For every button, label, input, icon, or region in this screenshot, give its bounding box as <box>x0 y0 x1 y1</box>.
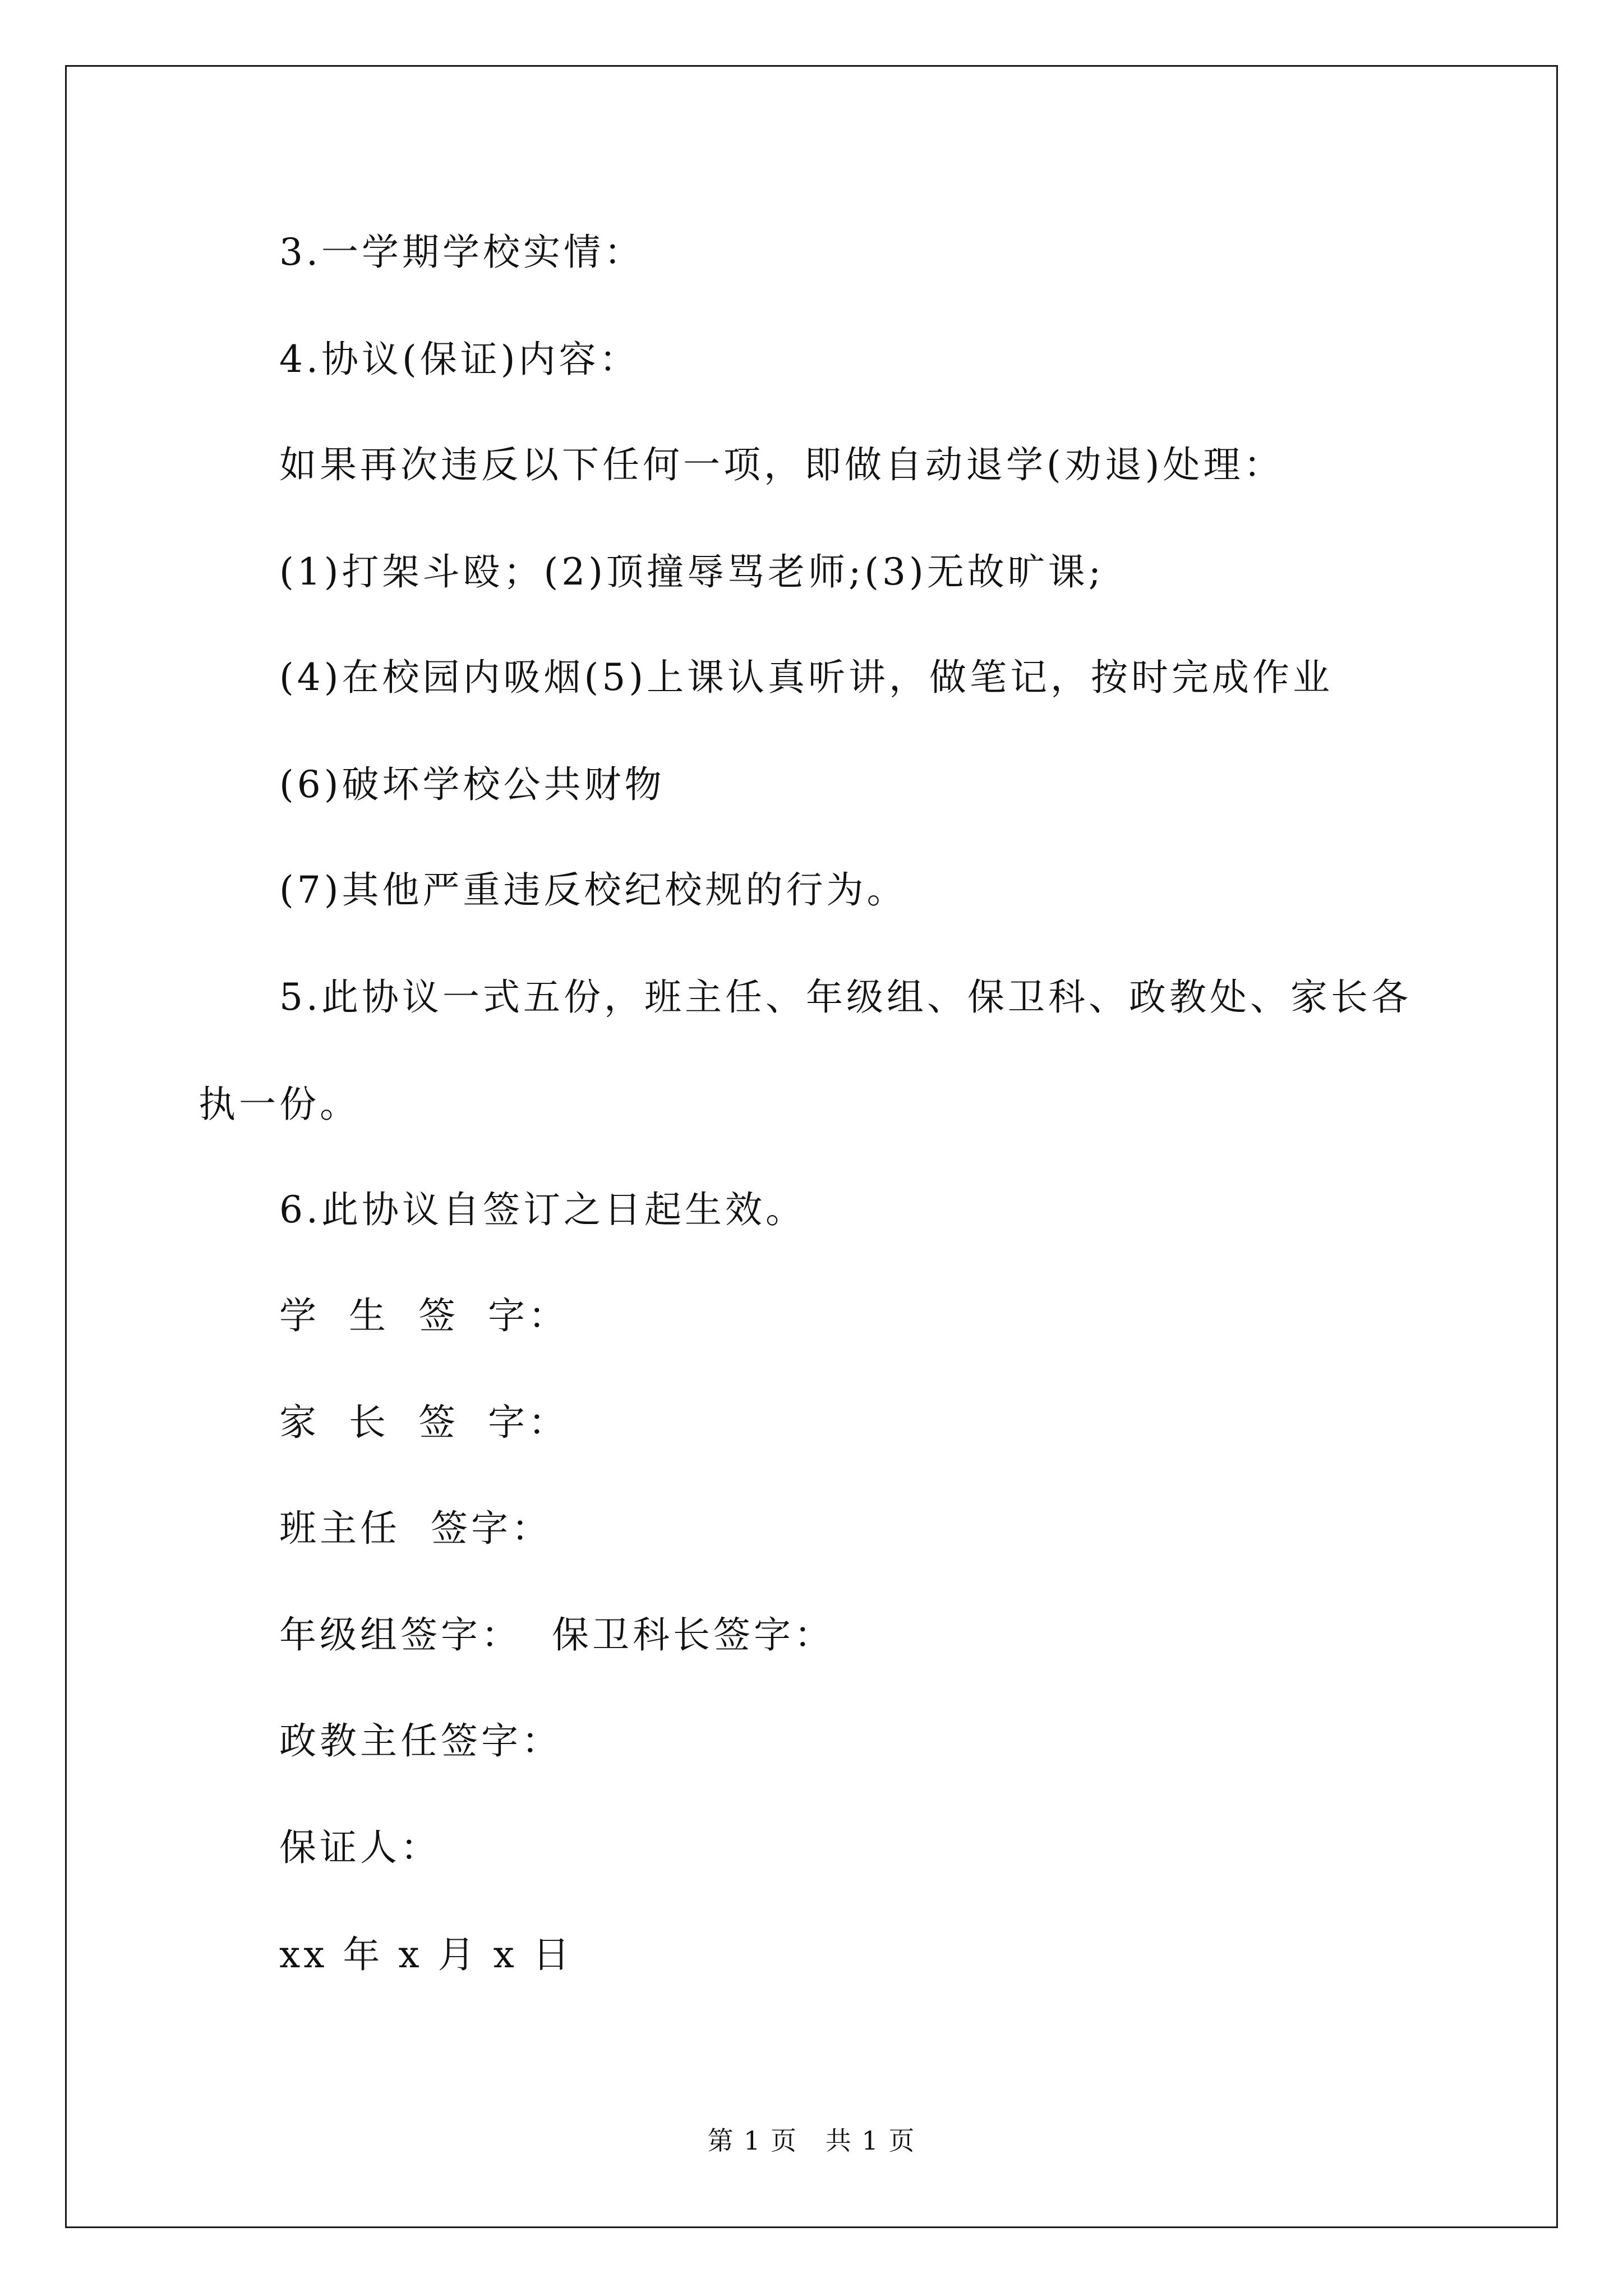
item-6-line: 6.此协议自签订之日起生效。 <box>279 1188 806 1231</box>
date-line: xx 年 x 月 x 日 <box>279 1933 573 1976</box>
page-number-footer: 第 1 页 共 1 页 <box>707 2125 916 2156</box>
parent-signature-line <box>279 1397 569 1448</box>
student-sig-char-2: 生 <box>349 1294 389 1337</box>
item-4-line: 4.协议(保证)内容： <box>279 338 640 381</box>
grade-security-signature-line: 年级组签字： 保卫科长签字： <box>279 1613 834 1657</box>
parent-sig-char-2: 长 <box>349 1401 389 1444</box>
parent-sig-char-1: 家 <box>279 1401 320 1444</box>
violation-4-5-line: (4)在校园内吸烟(5)上课认真听讲，做笔记，按时完成作业 <box>279 656 1333 699</box>
violation-6-line: (6)破坏学校公共财物 <box>279 763 665 806</box>
political-director-signature-line: 政教主任签字： <box>279 1719 562 1763</box>
parent-sig-char-4: 字： <box>488 1401 569 1444</box>
violation-7-line: (7)其他严重违反校纪校规的行为。 <box>279 868 907 912</box>
student-sig-char-4: 字： <box>488 1294 569 1337</box>
student-signature-line <box>279 1291 569 1341</box>
head-teacher-signature-line: 班主任 签字： <box>279 1507 552 1550</box>
student-sig-char-3: 签 <box>418 1294 459 1337</box>
guarantor-line: 保证人： <box>279 1826 441 1869</box>
violation-1-3-line: (1)打架斗殴；(2)顶撞辱骂老师;(3)无故旷课; <box>279 550 1104 593</box>
item-5-continuation-line: 执一份。 <box>199 1083 360 1126</box>
condition-intro-line: 如果再次违反以下任何一项，即做自动退学(劝退)处理： <box>279 443 1284 486</box>
parent-sig-char-3: 签 <box>418 1401 459 1444</box>
page-border <box>65 65 1558 2228</box>
item-3-line: 3.一学期学校实情： <box>279 231 644 274</box>
item-5-line: 5.此协议一式五份，班主任、年级组、保卫科、政教处、家长各 <box>279 976 1412 1019</box>
student-sig-char-1: 学 <box>279 1294 320 1337</box>
